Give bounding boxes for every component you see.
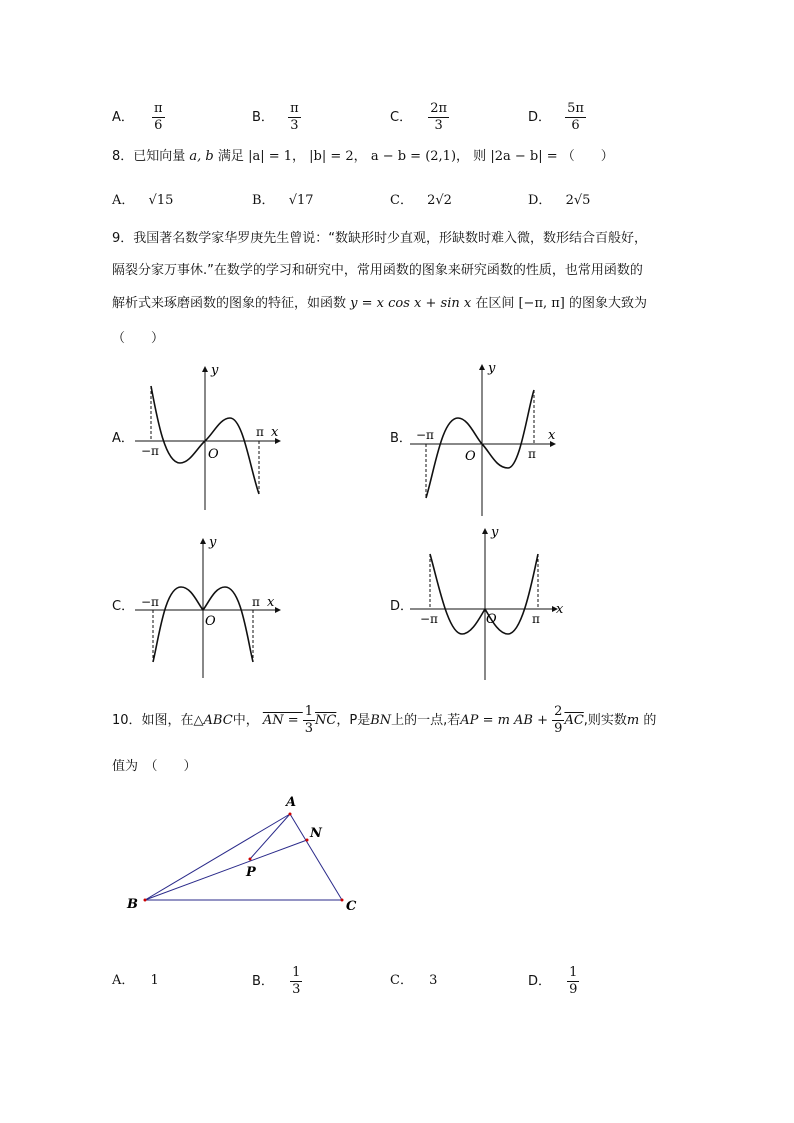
label-y: y (491, 525, 499, 540)
y-axis-arrow (200, 538, 206, 544)
q8-option-a: A． √15 (112, 193, 174, 208)
q9-option-a-label: A． (112, 431, 134, 446)
option-fraction: $\frac{1}{3}$ (292, 965, 301, 997)
q9-graph-a (135, 358, 285, 518)
q7-option-c (390, 98, 449, 138)
label-y: y (211, 363, 219, 378)
label-n: N (310, 826, 322, 841)
label-origin: O (465, 449, 476, 464)
q8-option-b: B． √17 (252, 193, 314, 208)
label-a: A (286, 795, 297, 810)
label-pi: π (252, 595, 260, 609)
option-label: B． (252, 110, 274, 125)
label-pi: π (532, 612, 540, 626)
label-y: y (209, 535, 217, 550)
x-axis-arrow (275, 607, 281, 613)
q8-option-c: C． 2√2 (390, 193, 452, 208)
label-neg-pi: −π (141, 444, 159, 458)
q7-option-a (112, 98, 165, 138)
label-neg-pi: −π (141, 595, 159, 609)
label-origin: O (486, 612, 497, 627)
y-axis-arrow (482, 528, 488, 534)
label-y: y (488, 361, 496, 376)
q9-option-d-label: D． (390, 599, 414, 614)
option-fraction: $\frac{2\pi}{3}$ (430, 101, 448, 133)
y-axis-arrow (202, 366, 208, 372)
q9-line-1: 9．我国著名数学家华罗庚先生曾说：“数缺形时少直观，形缺数时难入微，数形结合百般好， (112, 231, 648, 246)
q9-graph-c (135, 532, 285, 682)
label-origin: O (208, 447, 219, 462)
q8-option-d: D． 2√5 (528, 193, 591, 208)
point-n (306, 839, 309, 842)
option-label: A． (112, 110, 134, 125)
q10-triangle-figure (120, 790, 370, 920)
option-fraction: $\frac{\pi}{6}$ (154, 101, 163, 133)
label-p: P (246, 865, 256, 880)
segment-bn (145, 840, 307, 900)
label-c: C (346, 899, 357, 914)
label-pi: π (256, 425, 264, 439)
option-fraction: $\frac{1}{9}$ (569, 965, 578, 997)
frac-one-third: $\frac{1}{3}$ (304, 704, 314, 736)
point-b (144, 899, 147, 902)
label-x: x (556, 602, 564, 617)
q10-line-2: 值为 （ ） (112, 759, 197, 774)
side-ab (145, 814, 290, 900)
q10-option-b: B． $\frac{1}{3}$ (252, 965, 301, 997)
q9-line-3: 解析式来琢磨函数的图象的特征，如函数 y = x cos x + sin x 在区间 [−π, π] 的图象大致为 (112, 296, 648, 311)
segment-ap (250, 814, 290, 859)
label-neg-pi: −π (420, 612, 438, 626)
q7-option-d (528, 98, 586, 138)
q10-option-c: C． 3 (390, 973, 438, 988)
label-origin: O (205, 614, 216, 629)
option-fraction: $\frac{5\pi}{6}$ (567, 101, 584, 133)
q10-option-d: D． $\frac{1}{9}$ (528, 965, 578, 997)
point-a (289, 813, 292, 816)
q9-graph-b (410, 358, 560, 520)
q9-option-b-label: B． (390, 431, 412, 446)
q9-line-2: 隔裂分家万事休.”在数学的学习和研究中，常用函数的图象来研究函数的性质，也常用函数的 (112, 263, 643, 278)
q9-graph-d (410, 522, 570, 684)
y-axis-arrow (479, 364, 485, 370)
label-x: x (267, 595, 275, 610)
q7-option-b (252, 98, 301, 138)
option-label: D． (528, 110, 552, 125)
option-fraction: $\frac{\pi}{3}$ (290, 101, 299, 133)
q9-option-c-label: C． (112, 599, 135, 614)
point-p (249, 858, 252, 861)
frac-two-ninths: $\frac{2}{9}$ (554, 704, 563, 736)
label-b: B (127, 897, 138, 912)
option-label: C． (390, 110, 413, 125)
q8-stem: 8．已知向量 a, b 满足 |a| = 1， |b| = 2， a − b = (2,1)， 则 |2a − b| = （ ） (112, 149, 614, 164)
q9-blank: （ ） (112, 331, 165, 346)
curve (430, 554, 538, 634)
q10-line-1: 10．如图，在△ABC中， AN = $\frac{1}{3}$ $\overline{NC}$，P是BN上的一点,若AP = m AB + $\frac{2}{9}$ $\overline{AC}$,则实数m 的 (112, 704, 657, 736)
label-x: x (271, 425, 279, 440)
point-c (341, 899, 344, 902)
q10-option-a: A． 1 (112, 973, 159, 988)
label-pi: π (528, 447, 536, 461)
label-x: x (548, 428, 556, 443)
label-neg-pi: −π (416, 428, 434, 442)
